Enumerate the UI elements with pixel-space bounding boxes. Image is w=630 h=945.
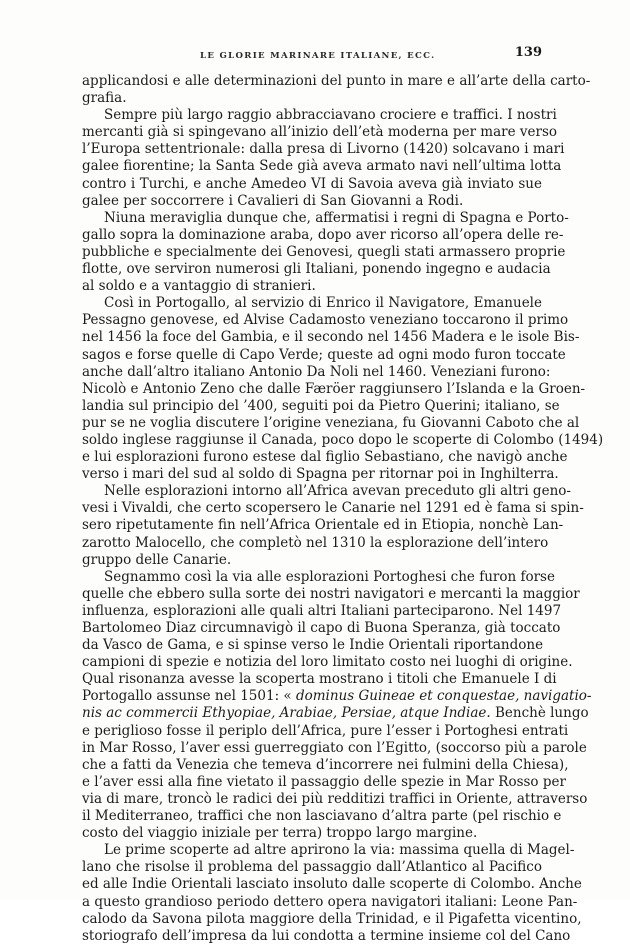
text-line: a questo grandioso periodo dettero opera navigatori italiani: Leone Pan-: [82, 893, 578, 910]
text-line: storiografo dell’impresa da lui condotta a termine insieme col del Cano: [82, 927, 571, 944]
text-line: soldo inglese raggiunse il Canada, poco dopo le scoperte di Colombo (1494): [82, 431, 604, 448]
text-line: costo del viaggio iniziale per terra) troppo largo margine.: [82, 825, 478, 842]
text-line: il Mediterraneo, traffici che non lasciavano d’altra parte (pel rischio e: [82, 808, 562, 825]
text-line: campioni di spezie e notizia del loro limitato costo nei luoghi di origine.: [82, 654, 573, 671]
text-line: da Vasco de Gama, e si spinse verso le Indie Orientali riportandone: [82, 637, 544, 654]
text-line: Niuna meraviglia dunque che, affermatisi i regni di Spagna e Porto-: [104, 209, 569, 226]
page-number: 139: [514, 45, 542, 60]
text-line: mercanti già si spingevano all’inizio dell’età moderna per mare verso: [82, 124, 558, 141]
text-line: gallo sopra la dominazione araba, dopo aver ricorso all’opera delle re-: [82, 226, 564, 243]
running-header: [82, 44, 542, 66]
text-line: sagos e forse quelle di Capo Verde; queste ad ogni modo furon toccate: [82, 346, 566, 363]
text-line: grafia.: [82, 90, 127, 107]
text-line: quelle che ebbero sulla sorte dei nostri navigatori e mercanti la maggior: [82, 585, 580, 602]
text-line: e periglioso fosse il periplo dell’Africa, pure l’esser i Portoghesi entrati: [82, 722, 569, 739]
text-line: e lui esplorazioni furono estese dal figlio Sebastiano, che navigò anche: [82, 449, 568, 466]
text-line: Bartolomeo Diaz circumnavigò il capo di Buona Speranza, già toccato: [82, 620, 561, 636]
text-line: pubbliche e specialmente dei Genovesi, quegli stati armassero proprie: [82, 243, 566, 260]
text-line: pur se ne voglia discutere l’origine veneziana, fu Giovanni Caboto che al: [82, 414, 580, 431]
text-line: galee per soccorrere i Cavalieri di San Giovanni a Rodi.: [82, 192, 464, 209]
text-line: via di mare, troncò le radici dei più redditizi traffici in Oriente, attraverso: [82, 790, 588, 807]
text-line: calodo da Savona pilota maggiore della Trinidad, e il Pigafetta vicentino,: [82, 910, 582, 927]
text-line: nis ac commercii Ethyopiae, Arabiae, Persiae, atque Indiae. Benchè lungo: [82, 705, 589, 722]
text-line: anche dall’altro italiano Antonio Da Noli nel 1460. Veneziani furono:: [82, 363, 551, 380]
text-line: applicandosi e alle determinazioni del punto in mare e all’arte della carto-: [82, 73, 591, 89]
text-line: Portogallo assunse nel 1501: « dominus Guineae et conquestae, navigatio-: [82, 688, 592, 705]
text-line: zarotto Malocello, che completò nel 1310 la esplorazione dell’intero: [82, 534, 549, 551]
text-line: Segnammo così la via alle esplorazioni Portoghesi che furon forse: [104, 568, 555, 585]
text-line: flotte, ove serviron numerosi gli Italiani, ponendo ingegno e audacia: [82, 261, 551, 278]
text-line: l’Europa settentrionale: dalla presa di Livorno (1420) solcavano i mari: [82, 141, 565, 158]
body-text: [82, 73, 604, 945]
text-line: nel 1456 la foce del Gambia, e il secondo nel 1456 Madera e le isole Bis-: [82, 329, 580, 346]
text-line: Sempre più largo raggio abbracciavano crociere e traffici. I nostri: [104, 107, 557, 124]
text-line: contro i Turchi, e anche Amedeo VI di Savoia aveva già inviato sue: [82, 175, 542, 192]
text-line: Nicolò e Antonio Zeno che dalle Færöer raggiunsero l’Islanda e la Groen-: [82, 380, 586, 397]
text-line: influenza, esplorazioni alle quali altri Italiani parteciparono. Nel 1497: [82, 602, 562, 619]
running-title: LE GLORIE MARINARE ITALIANE, ECC.: [200, 51, 436, 61]
text-line: Pessagno genovese, ed Alvise Cadamosto veneziano toccarono il primo: [82, 312, 569, 329]
text-line: Le prime scoperte ad altre aprirono la via: massima quella di Magel-: [104, 842, 575, 859]
text-line: che a fatti da Venezia che temeva d’incorrere nei fulmini della Chiesa),: [82, 756, 569, 773]
text-line: gruppo delle Canarie.: [82, 551, 232, 568]
text-line: in Mar Rosso, l’aver essi guerreggiato con l’Egitto, (soccorso più a parole: [82, 739, 587, 756]
text-line: al soldo e a vantaggio di stranieri.: [82, 278, 316, 295]
text-line: e l’aver essi alla fine vietato il passaggio delle spezie in Mar Rosso per: [82, 773, 566, 790]
text-line: galee fiorentine; la Santa Sede già aveva armato navi nell’ultima lotta: [82, 158, 562, 175]
text-line: lano che risolse il problema del passaggio dall’Atlantico al Pacifico: [82, 859, 542, 876]
text-line: Nelle esplorazioni intorno all’Africa avevan preceduto gli altri geno-: [104, 483, 571, 500]
text-line: verso i mari del sud al soldo di Spagna per ritornar poi in Inghilterra.: [82, 466, 559, 483]
text-line: Così in Portogallo, al servizio di Enrico il Navigatore, Emanuele: [104, 295, 542, 312]
text-line: vesi i Vivaldi, che certo scopersero le Canarie nel 1291 ed è fama si spin-: [82, 500, 584, 517]
text-line: Qual risonanza avesse la scoperta mostrano i titoli che Emanuele I di: [82, 671, 557, 688]
text-line: landia sul principio del ’400, seguiti poi da Pietro Querini; italiano, se: [82, 397, 560, 414]
text-line: sero ripetutamente fin nell’Africa Orientale ed in Etiopia, nonchè Lan-: [82, 517, 564, 534]
text-line: ed alle Indie Orientali lasciato insoluto dalle scoperte di Colombo. Anche: [82, 876, 582, 893]
